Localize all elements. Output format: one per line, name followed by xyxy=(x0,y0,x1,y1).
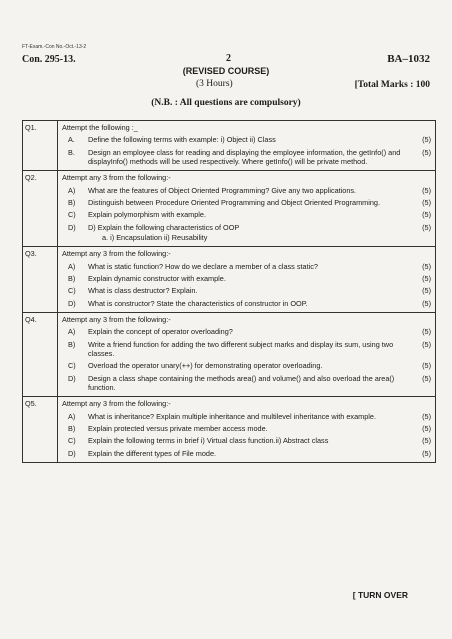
con-number: Con. 295-13. xyxy=(22,54,76,65)
course-title: (REVISED COURSE) xyxy=(182,66,270,76)
question-row xyxy=(23,171,436,247)
instructions-note: (N.B. : All questions are compulsory) xyxy=(151,98,301,108)
marks-value: (5) xyxy=(422,373,431,383)
sub-question-label: A) xyxy=(68,261,76,271)
paper-code: BA–1032 xyxy=(387,53,430,65)
sub-question-text: What are the features of Object Oriented Programming? Give any two applications. xyxy=(88,185,357,195)
sub-question-text: Explain dynamic constructor with example. xyxy=(88,273,226,283)
sub-question-label: D) xyxy=(68,373,76,383)
marks-value: (5) xyxy=(422,361,431,371)
question-body xyxy=(58,171,436,247)
sub-question-label: C) xyxy=(68,210,76,220)
marks-value: (5) xyxy=(422,327,431,337)
sub-question xyxy=(62,223,431,232)
marks-value: (5) xyxy=(422,423,431,433)
sub-question-text: Explain polymorphism with example. xyxy=(88,210,207,220)
sub-question-label: D) xyxy=(68,298,76,308)
question-number: Q2. xyxy=(23,171,58,247)
sub-question-text: Distinguish between Procedure Oriented Programming and Object Oriented Programming. xyxy=(88,197,381,207)
question-row xyxy=(23,312,436,396)
sub-question-label: B) xyxy=(68,423,76,433)
sub-question xyxy=(62,198,431,207)
sub-question-text: Design an employee class for reading and displaying the employee information, the getInfo() and displayInfo() methods will be used respectively. Where getInfo() will be private method. xyxy=(88,147,401,166)
sub-question xyxy=(62,299,431,308)
sub-question-text: Overload the operator unary(++) for demonstrating operator overloading. xyxy=(88,361,323,371)
sub-question xyxy=(62,135,431,144)
sub-question-text: What is inheritance? Explain multiple inheritance and multilevel inheritance with example. xyxy=(88,411,376,421)
turn-over-label: [ TURN OVER xyxy=(352,590,408,600)
sub-question-text: What is constructor? State the characteristics of constructor in OOP. xyxy=(88,298,308,308)
sub-question-label: A) xyxy=(68,185,76,195)
marks-value: (5) xyxy=(422,185,431,195)
question-instruction: Attempt any 3 from the following:- xyxy=(62,173,171,183)
sub-question-text: D) Explain the following characteristics of OOP xyxy=(88,222,240,232)
question-body xyxy=(58,247,436,313)
sub-question-label: B) xyxy=(68,273,76,283)
sub-question-label: D) xyxy=(68,448,76,458)
marks-value: (5) xyxy=(422,147,431,157)
marks-value: (5) xyxy=(422,298,431,308)
sub-question-label: C) xyxy=(68,286,76,296)
question-instruction: Attempt any 3 from the following:- xyxy=(62,314,171,324)
question-body xyxy=(58,397,436,463)
question-instruction: Attempt any 3 from the following:- xyxy=(62,249,171,259)
sub-question xyxy=(62,436,431,445)
question-number: Q1. xyxy=(23,121,58,171)
sub-question xyxy=(62,148,431,167)
marks-value: (5) xyxy=(422,210,431,220)
sub-question xyxy=(62,449,431,458)
question-body xyxy=(58,121,436,171)
sub-question-label: A) xyxy=(68,327,76,337)
exam-ref-code: FT-Exam.-Con No.-Oct.-13-2 xyxy=(22,44,87,50)
total-marks: [Total Marks : 100 xyxy=(354,80,430,90)
question-table xyxy=(22,120,436,463)
sub-question xyxy=(62,424,431,433)
marks-value: (5) xyxy=(422,222,431,232)
sub-question-text: Explain the following terms in brief i) Virtual class function.ii) Abstract class xyxy=(88,436,329,446)
sub-question-text: What is class destructor? Explain. xyxy=(88,286,198,296)
question-row xyxy=(23,247,436,313)
marks-value: (5) xyxy=(422,436,431,446)
question-instruction: Attempt the following :_ xyxy=(62,123,138,132)
sub-question-label: B) xyxy=(68,197,76,207)
sub-question xyxy=(62,262,431,271)
sub-question-text: What is static function? How do we declare a member of a class static? xyxy=(88,261,318,271)
page-number: 2 xyxy=(226,53,231,64)
sub-question-label: B) xyxy=(68,339,76,349)
question-number: Q4. xyxy=(23,312,58,396)
sub-question-text: Design a class shape containing the methods area() and volume() and also overload the area() function. xyxy=(88,373,395,392)
question-row xyxy=(23,121,436,171)
sub-question xyxy=(62,327,431,336)
sub-question xyxy=(62,340,431,359)
marks-value: (5) xyxy=(422,339,431,349)
marks-value: (5) xyxy=(422,261,431,271)
marks-value: (5) xyxy=(422,197,431,207)
sub-question xyxy=(62,361,431,370)
duration: (3 Hours) xyxy=(196,79,233,89)
sub-question-label: B. xyxy=(68,147,75,157)
question-row xyxy=(23,397,436,463)
sub-question-label: A. xyxy=(68,135,75,145)
sub-question-text: Write a friend function for adding the two different subject marks and display its sum, using two classes. xyxy=(88,339,394,358)
marks-value: (5) xyxy=(422,135,431,145)
question-instruction: Attempt any 3 from the following:- xyxy=(62,399,171,409)
sub-question-text: Explain protected versus private member access mode. xyxy=(88,423,268,433)
sub-question xyxy=(62,210,431,219)
marks-value: (5) xyxy=(422,273,431,283)
marks-value: (5) xyxy=(422,286,431,296)
sub-question-text: Define the following terms with example: i) Object ii) Class xyxy=(88,135,276,145)
question-number: Q3. xyxy=(23,247,58,313)
sub-question-label: C) xyxy=(68,436,76,446)
question-body xyxy=(58,312,436,396)
sub-question xyxy=(62,374,431,393)
sub-question-label: A) xyxy=(68,411,76,421)
sub-question-text: Explain the different types of File mode. xyxy=(88,448,217,458)
sub-question xyxy=(62,186,431,195)
sub-question xyxy=(62,412,431,421)
marks-value: (5) xyxy=(422,448,431,458)
sub-question xyxy=(62,286,431,295)
marks-value: (5) xyxy=(422,411,431,421)
sub-question-label: D) xyxy=(68,222,76,232)
sub-question-label: C) xyxy=(68,361,76,371)
question-number: Q5. xyxy=(23,397,58,463)
sub-question-text: Explain the concept of operator overloading? xyxy=(88,327,233,337)
sub-question xyxy=(62,274,431,283)
sub-question-detail: a. i) Encapsulation ii) Reusability xyxy=(102,232,208,242)
